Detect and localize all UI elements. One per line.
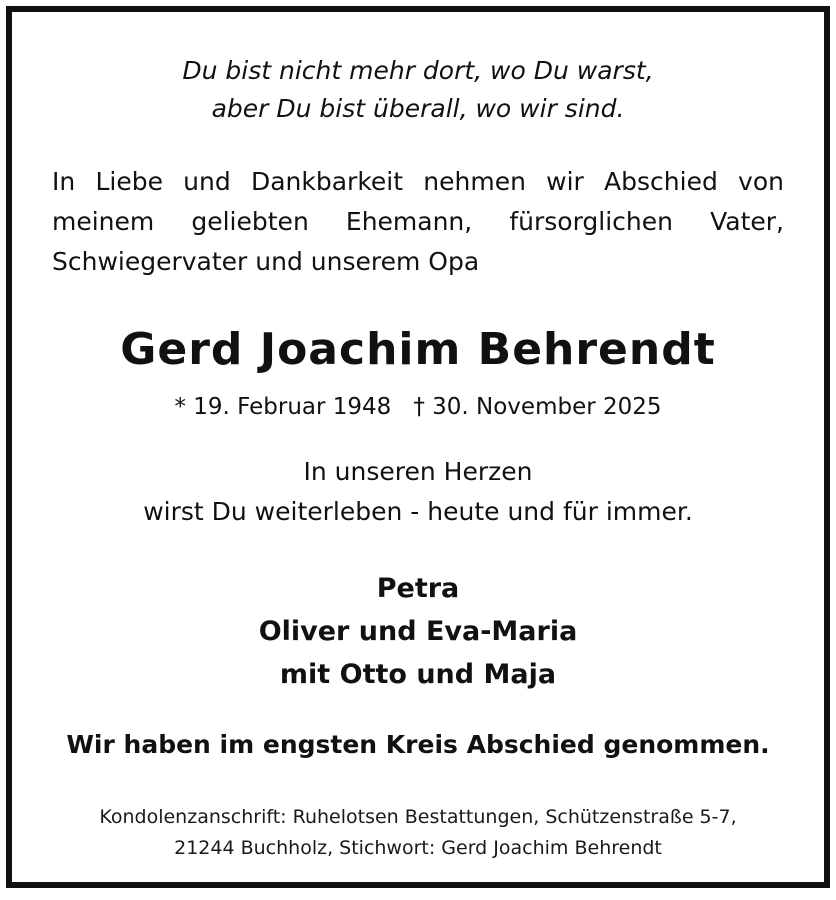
intro-line-1: In Liebe und Dankbarkeit nehmen wir Abschied von xyxy=(52,167,784,196)
obituary-frame xyxy=(6,6,830,888)
memorial-verse-line-2: wirst Du weiterleben - heute und für immer. xyxy=(143,497,693,526)
deceased-name: Gerd Joachim Behrendt xyxy=(120,324,716,375)
family-signatures xyxy=(12,567,824,696)
family-line-2: Oliver und Eva-Maria xyxy=(258,616,578,647)
memorial-verse-line-1: In unseren Herzen xyxy=(303,457,533,486)
quote xyxy=(12,52,824,128)
intro-text xyxy=(52,162,784,282)
quote-line-2: aber Du bist überall, wo wir sind. xyxy=(211,94,625,123)
intro-line-3: Schwiegervater und unserem Opa xyxy=(52,247,480,276)
address-line-1: Kondolenzanschrift: Ruhelotsen Bestattungen, Schützenstraße 5-7, xyxy=(99,806,737,828)
address-line-2: 21244 Buchholz, Stichwort: Gerd Joachim Behrendt xyxy=(174,837,662,859)
condolence-address xyxy=(12,802,824,864)
birth-date: * 19. Februar 1948 xyxy=(174,394,392,420)
memorial-verse xyxy=(12,452,824,532)
death-date: † 30. November 2025 xyxy=(413,394,662,420)
family-line-3: mit Otto und Maja xyxy=(279,659,557,690)
family-line-1: Petra xyxy=(376,573,460,604)
quote-line-1: Du bist nicht mehr dort, wo Du warst, xyxy=(182,56,654,85)
funeral-notice: Wir haben im engsten Kreis Abschied genommen. xyxy=(66,730,770,759)
intro-line-2: meinem geliebten Ehemann, fürsorglichen Vater, xyxy=(52,207,784,236)
life-dates xyxy=(12,394,824,420)
